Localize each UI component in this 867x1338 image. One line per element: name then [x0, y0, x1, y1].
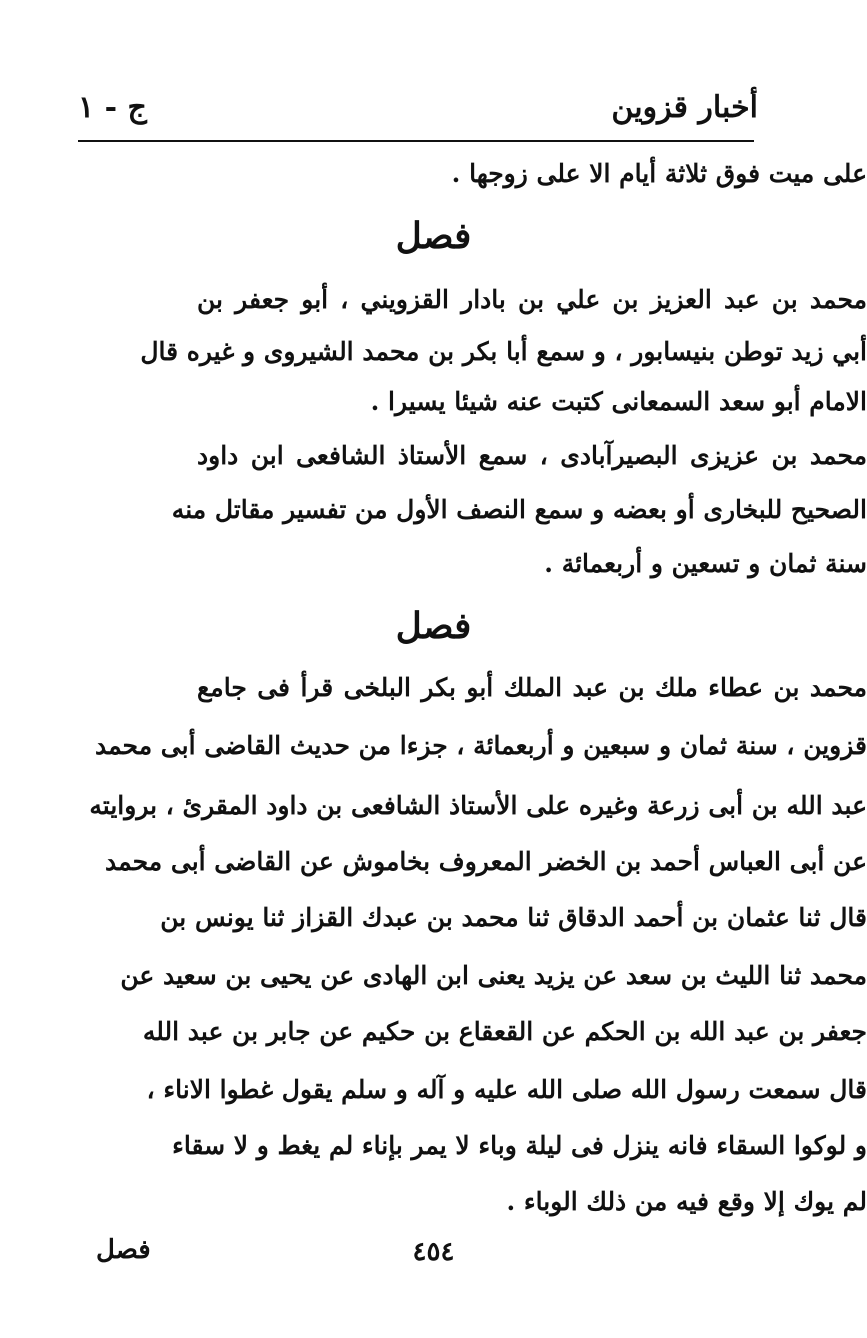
text-line: محمد بن عطاء ملك بن عبد الملك أبو بكر البلخى قرأ فى جامع [197, 673, 867, 702]
text-line: الامام أبو سعد السمعانى كتبت عنه شيئا يسيرا . [370, 387, 867, 416]
text-line: محمد بن عبد العزيز بن علي بن بادار القزويني ، أبو جعفر بن [197, 285, 867, 314]
catchword: فصل [96, 1235, 151, 1265]
text-line: عبد الله بن أبى زرعة وغيره على الأستاذ الشافعى بن داود المقرئ ، بروايته [89, 791, 867, 820]
text-line: قال ثنا عثمان بن أحمد الدقاق ثنا محمد بن عبدك القزاز ثنا يونس بن [160, 903, 867, 932]
volume-number: ج - ١ [78, 90, 147, 125]
section-heading-1: فصل [395, 215, 472, 257]
section-heading-2: فصل [395, 605, 472, 647]
text-line: سنة ثمان و تسعين و أربعمائة . [544, 549, 867, 578]
text-line: محمد بن عزيزى البصيرآبادى ، سمع الأستاذ الشافعى ابن داود [197, 441, 867, 470]
page-number: ٤٥٤ [412, 1237, 455, 1267]
text-line: قال سمعت رسول الله صلى الله عليه و آله و سلم يقول غطوا الاناء ، [146, 1075, 867, 1104]
text-line: عن أبى العباس أحمد بن الخضر المعروف بخاموش عن القاضى أبى محمد [105, 847, 867, 876]
text-line: الصحيح للبخارى أو بعضه و سمع النصف الأول من تفسير مقاتل منه [171, 495, 867, 524]
text-line: قزوين ، سنة ثمان و سبعين و أربعمائة ، جزءا من حديث القاضى أبى محمد [94, 731, 867, 760]
intro-line: على ميت فوق ثلاثة أيام الا على زوجها . [451, 159, 867, 188]
text-line: أبي زيد توطن بنيسابور ، و سمع أبا بكر بن محمد الشيروى و غيره قال [140, 337, 867, 366]
text-line: لم يوك إلا وقع فيه من ذلك الوباء . [506, 1187, 867, 1216]
text-line: جعفر بن عبد الله بن الحكم عن القعقاع بن حكيم عن جابر بن عبد الله [142, 1017, 867, 1046]
text-line: محمد ثنا الليث بن سعد عن يزيد يعنى ابن الهادى عن يحيى بن سعيد عن [120, 961, 867, 990]
book-title: أخبار قزوين [611, 90, 758, 125]
running-header [78, 88, 758, 138]
header-rule [78, 140, 754, 142]
text-line: و لوكوا السقاء فانه ينزل فى ليلة وباء لا يمر بإناء لم يغط و لا سقاء [172, 1131, 867, 1160]
